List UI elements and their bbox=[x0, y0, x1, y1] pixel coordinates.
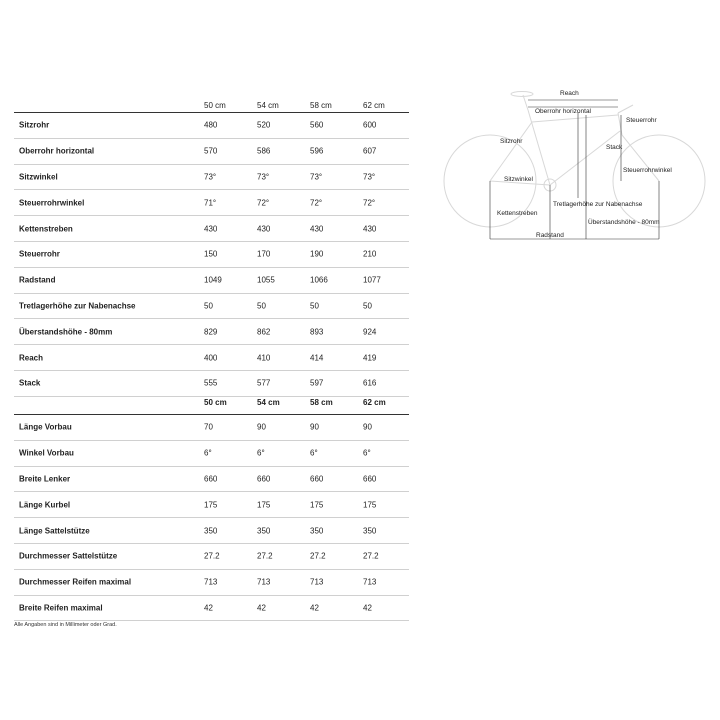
geometry-row-label: Radstand bbox=[19, 275, 56, 285]
component-row-value: 350 bbox=[204, 526, 218, 536]
component-row-value: 713 bbox=[310, 577, 324, 587]
geometry-row bbox=[14, 139, 409, 165]
geometry-row-value: 150 bbox=[204, 249, 218, 259]
component-row-value: 175 bbox=[257, 500, 271, 510]
geometry-row-value: 410 bbox=[257, 353, 271, 363]
component-row-value: 713 bbox=[257, 577, 271, 587]
component-row-value: 42 bbox=[363, 603, 372, 613]
geometry-row-value: 829 bbox=[204, 327, 218, 337]
geometry-row-label: Überstandshöhe - 80mm bbox=[19, 327, 113, 337]
component-row-value: 90 bbox=[257, 422, 266, 432]
component-row bbox=[14, 570, 409, 596]
geometry-row bbox=[14, 190, 409, 216]
stem bbox=[618, 105, 633, 113]
geometry-row-value: 1055 bbox=[257, 275, 275, 285]
geometry-row-value: 1077 bbox=[363, 275, 381, 285]
component-row bbox=[14, 415, 409, 441]
geometry-row-value: 616 bbox=[363, 378, 377, 388]
geometry-row-value: 430 bbox=[257, 224, 271, 234]
component-row-value: 713 bbox=[363, 577, 377, 587]
geometry-row-value: 555 bbox=[204, 378, 218, 388]
component-row-value: 42 bbox=[204, 603, 213, 613]
geometry-row-value: 73° bbox=[310, 172, 323, 182]
size-column-header: 62 cm bbox=[363, 398, 386, 407]
geometry-row-label: Reach bbox=[19, 353, 44, 363]
geometry-row-value: 190 bbox=[310, 249, 324, 259]
component-row-label: Breite Reifen maximal bbox=[19, 603, 103, 613]
geometry-row-label: Kettenstreben bbox=[19, 224, 73, 234]
geometry-row bbox=[14, 319, 409, 345]
size-column-header: 58 cm bbox=[310, 101, 332, 110]
geometry-row-value: 1049 bbox=[204, 275, 222, 285]
geometry-row-value: 414 bbox=[310, 353, 324, 363]
geometry-row-value: 862 bbox=[257, 327, 271, 337]
down-tube bbox=[550, 131, 620, 185]
components-table bbox=[14, 389, 409, 621]
geometry-row-label: Oberrohr horizontal bbox=[19, 146, 95, 156]
component-row-value: 175 bbox=[204, 500, 218, 510]
geometry-row-value: 600 bbox=[363, 120, 377, 130]
component-row-value: 350 bbox=[257, 526, 271, 536]
component-row-label: Breite Lenker bbox=[19, 474, 71, 484]
geometry-row-value: 210 bbox=[363, 249, 377, 259]
units-note: Alle Angaben sind in Millimeter oder Grad. bbox=[14, 622, 117, 628]
component-row-value: 27.2 bbox=[204, 551, 220, 561]
diagram-label-kettenstreben: Kettenstreben bbox=[497, 210, 538, 217]
geometry-row-value: 597 bbox=[310, 378, 324, 388]
diagram-label-radstand: Radstand bbox=[536, 232, 564, 239]
diagram-label-tretlager: Tretlagerhöhe zur Nabenachse bbox=[553, 201, 643, 208]
geometry-row bbox=[14, 268, 409, 294]
component-row-value: 27.2 bbox=[310, 551, 326, 561]
geometry-row-value: 893 bbox=[310, 327, 324, 337]
component-row-value: 660 bbox=[257, 474, 271, 484]
geometry-row bbox=[14, 294, 409, 320]
geometry-row-value: 924 bbox=[363, 327, 377, 337]
diagram-label-ueberstand: Überstandshöhe - 80mm bbox=[588, 219, 660, 226]
component-row-label: Länge Kurbel bbox=[19, 500, 71, 510]
diagram-label-sitzrohr: Sitzrohr bbox=[500, 138, 523, 145]
size-column-header: 50 cm bbox=[204, 101, 226, 110]
component-row-label: Durchmesser Reifen maximal bbox=[19, 577, 132, 587]
geometry-row-label: Steuerrohr bbox=[19, 249, 60, 259]
component-row-label: Winkel Vorbau bbox=[19, 448, 74, 458]
geometry-row-label: Sitzrohr bbox=[19, 120, 50, 130]
geometry-row-value: 72° bbox=[257, 198, 270, 208]
component-row-value: 350 bbox=[363, 526, 377, 536]
geometry-row-value: 586 bbox=[257, 146, 271, 156]
geometry-row-value: 50 bbox=[310, 301, 319, 311]
size-column-header: 54 cm bbox=[257, 398, 280, 407]
diagram-label-stack: Stack bbox=[606, 144, 623, 151]
component-row-label: Länge Sattelstütze bbox=[19, 526, 90, 536]
size-column-header: 54 cm bbox=[257, 101, 279, 110]
components-header bbox=[14, 389, 409, 415]
component-row-value: 6° bbox=[204, 448, 212, 458]
component-row bbox=[14, 492, 409, 518]
size-column-header: 62 cm bbox=[363, 101, 385, 110]
saddle bbox=[511, 92, 533, 97]
component-row bbox=[14, 467, 409, 493]
top-tube bbox=[532, 115, 618, 122]
component-row-value: 27.2 bbox=[363, 551, 379, 561]
component-row-value: 660 bbox=[363, 474, 377, 484]
component-row-value: 42 bbox=[257, 603, 266, 613]
component-row-label: Länge Vorbau bbox=[19, 422, 72, 432]
component-row-value: 713 bbox=[204, 577, 218, 587]
component-row-value: 90 bbox=[363, 422, 372, 432]
bike-geometry-diagram bbox=[440, 85, 710, 255]
geometry-row-value: 480 bbox=[204, 120, 218, 130]
seatpost bbox=[523, 95, 528, 110]
component-row-value: 90 bbox=[310, 422, 319, 432]
geometry-row-label: Sitzwinkel bbox=[19, 172, 58, 182]
component-row-value: 175 bbox=[310, 500, 324, 510]
geometry-row-value: 72° bbox=[310, 198, 323, 208]
component-row bbox=[14, 544, 409, 570]
component-row-value: 6° bbox=[257, 448, 265, 458]
geometry-row-value: 1066 bbox=[310, 275, 328, 285]
size-column-header: 50 cm bbox=[204, 398, 227, 407]
geometry-row-value: 50 bbox=[363, 301, 372, 311]
component-row-value: 175 bbox=[363, 500, 377, 510]
geometry-row-value: 430 bbox=[310, 224, 324, 234]
component-row-value: 350 bbox=[310, 526, 324, 536]
component-row-value: 660 bbox=[204, 474, 218, 484]
geometry-row bbox=[14, 113, 409, 139]
geometry-header bbox=[14, 87, 409, 113]
geometry-row-value: 73° bbox=[257, 172, 270, 182]
geometry-row-value: 50 bbox=[204, 301, 213, 311]
geometry-row-value: 71° bbox=[204, 198, 217, 208]
component-row-value: 6° bbox=[310, 448, 318, 458]
geometry-row-value: 577 bbox=[257, 378, 271, 388]
geometry-row-value: 72° bbox=[363, 198, 376, 208]
component-row bbox=[14, 596, 409, 622]
geometry-row-value: 430 bbox=[363, 224, 377, 234]
size-column-header: 58 cm bbox=[310, 398, 333, 407]
geometry-table bbox=[14, 87, 409, 397]
geometry-row bbox=[14, 216, 409, 242]
diagram-label-oberrohr: Oberrohr horizontal bbox=[535, 108, 591, 115]
geometry-row-value: 607 bbox=[363, 146, 377, 156]
component-row-value: 660 bbox=[310, 474, 324, 484]
component-row-value: 6° bbox=[363, 448, 371, 458]
component-row bbox=[14, 441, 409, 467]
geometry-row bbox=[14, 345, 409, 371]
component-row-value: 42 bbox=[310, 603, 319, 613]
component-row-value: 70 bbox=[204, 422, 213, 432]
geometry-row-value: 520 bbox=[257, 120, 271, 130]
geometry-row-value: 170 bbox=[257, 249, 271, 259]
component-row-value: 27.2 bbox=[257, 551, 273, 561]
component-row bbox=[14, 518, 409, 544]
geometry-row-value: 560 bbox=[310, 120, 324, 130]
geometry-row-value: 419 bbox=[363, 353, 377, 363]
geometry-row bbox=[14, 242, 409, 268]
geometry-row-value: 400 bbox=[204, 353, 218, 363]
diagram-label-steuerrohrwinkel: Steuerrohrwinkel bbox=[623, 167, 672, 174]
diagram-label-sitzwinkel: Sitzwinkel bbox=[504, 176, 533, 183]
fork bbox=[622, 135, 659, 181]
geometry-row-value: 50 bbox=[257, 301, 266, 311]
geometry-row-value: 73° bbox=[363, 172, 376, 182]
diagram-label-reach: Reach bbox=[560, 90, 579, 97]
component-row-label: Durchmesser Sattelstütze bbox=[19, 551, 118, 561]
geometry-row-value: 570 bbox=[204, 146, 218, 156]
geometry-row-value: 430 bbox=[204, 224, 218, 234]
geometry-row bbox=[14, 165, 409, 191]
geometry-row-label: Steuerrohrwinkel bbox=[19, 198, 85, 208]
geometry-row-value: 596 bbox=[310, 146, 324, 156]
geometry-row-value: 73° bbox=[204, 172, 217, 182]
diagram-label-steuerrohr: Steuerrohr bbox=[626, 117, 657, 124]
geometry-row-label: Tretlagerhöhe zur Nabenachse bbox=[19, 301, 136, 311]
geometry-row-label: Stack bbox=[19, 378, 41, 388]
